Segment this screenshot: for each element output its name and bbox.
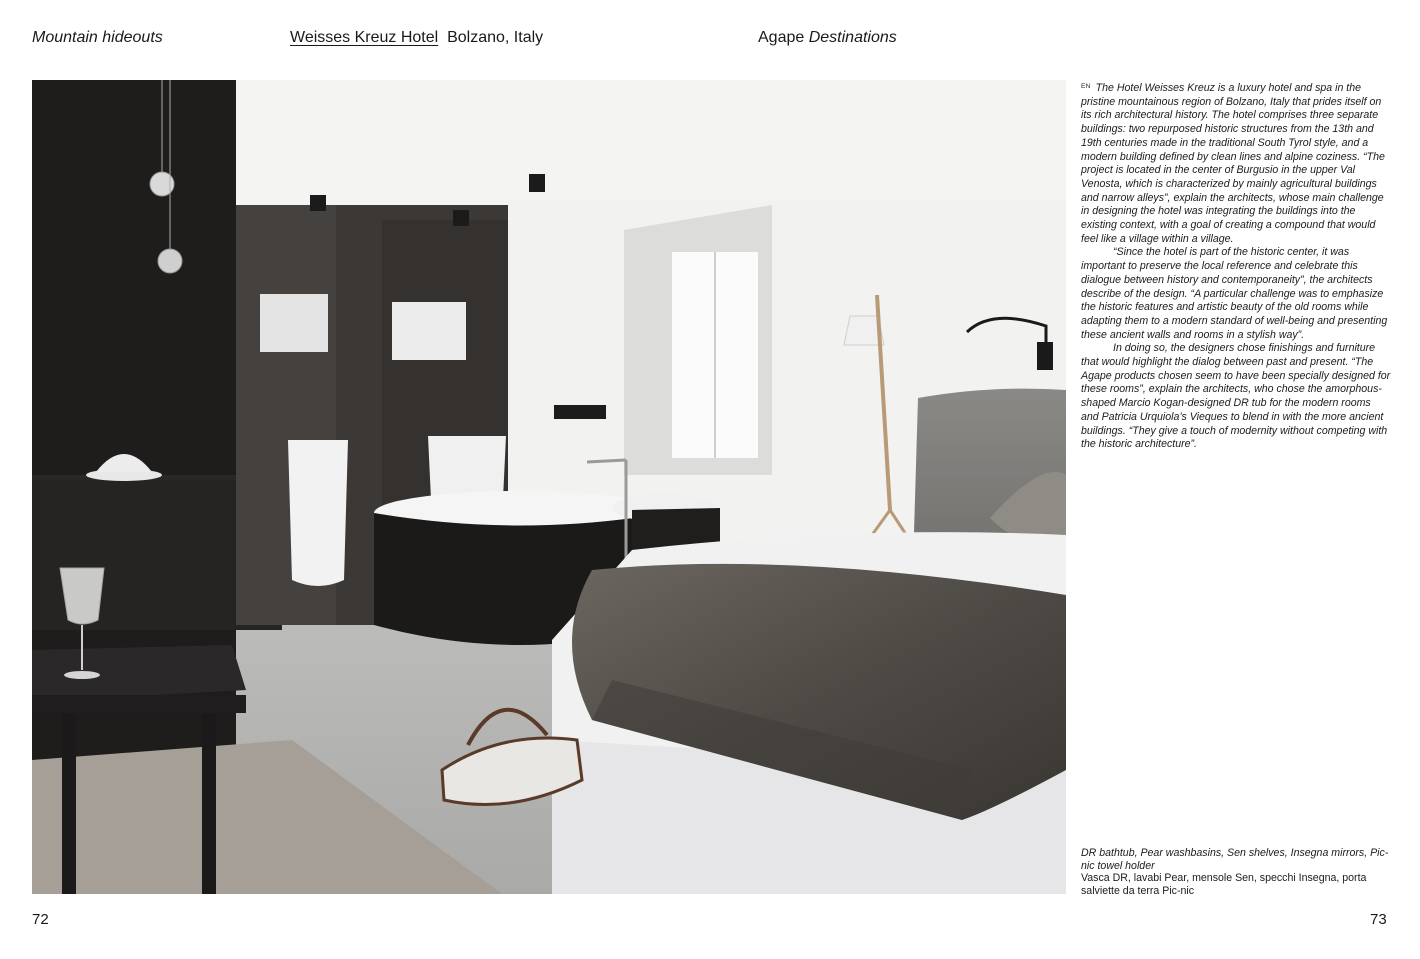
bedroom-illustration	[32, 80, 1066, 894]
section-title: Mountain hideouts	[32, 29, 163, 46]
page-number-right: 73	[1370, 911, 1387, 928]
brand-section: Destinations	[808, 29, 897, 46]
language-tag: EN	[1081, 83, 1091, 90]
brand-heading	[758, 28, 897, 48]
caption-english: DR bathtub, Pear washbasins, Sen shelves, Insegna mirrors, Pic-nic towel holder	[1081, 847, 1389, 872]
article-body	[1081, 80, 1391, 452]
brand-name: Agape	[758, 29, 805, 46]
caption-italian: Vasca DR, lavabi Pear, mensole Sen, specchi Insegna, porta salviette da terra Pic-nic	[1081, 872, 1367, 897]
hotel-name: Weisses Kreuz Hotel	[290, 29, 439, 46]
article-paragraph: In doing so, the designers chose finishings and furniture that would highlight the dialog between past and present. “The Agape products chosen seem to have been specially designed for these rooms”, explain the architects, who chose the amorphous-shaped Marcio Kogan-designed DR tub for the modern rooms and Patricia Urquiola’s Vieques to blend in with the more ancient buildings. “They give a touch of modernity without competing with the historic architecture”.	[1081, 342, 1391, 451]
photo-caption	[1081, 847, 1391, 897]
hotel-room-photo	[32, 80, 1066, 894]
hotel-location: Bolzano, Italy	[447, 29, 544, 46]
page-number-left: 72	[32, 911, 49, 928]
article-paragraph: $^{EN}$ The Hotel Weisses Kreuz is a luxury hotel and spa in the pristine mountainous region of Bolzano, Italy that prides itself on its rich architectural history. The hotel comprises three separate buildings: two repurposed historic structures from the 13th and 19th centuries made in the traditional South Tyrol style, and a modern building defined by clean lines and alpine coziness. “The project is located in the center of Burgusio in the upper Val Venosta, which is characterized by mainly agricultural buildings and narrow alleys”, explain the architects, whose main challenge in designing the hotel was integrating the buildings into the existing context, with a goal of creating a compound that would feel like a village within a village.	[1081, 82, 1385, 245]
article-paragraph: “Since the hotel is part of the historic center, it was important to preserve the local reference and celebrate this dialogue between history and contemporaneity”, the architects describe of the design. “A particular challenge was to emphasize the historic features and artistic beauty of the old rooms while adapting them to a modern standard of well-being and presenting these ancient walls and rooms in a stylish way”.	[1081, 246, 1388, 341]
hotel-heading	[290, 28, 543, 48]
